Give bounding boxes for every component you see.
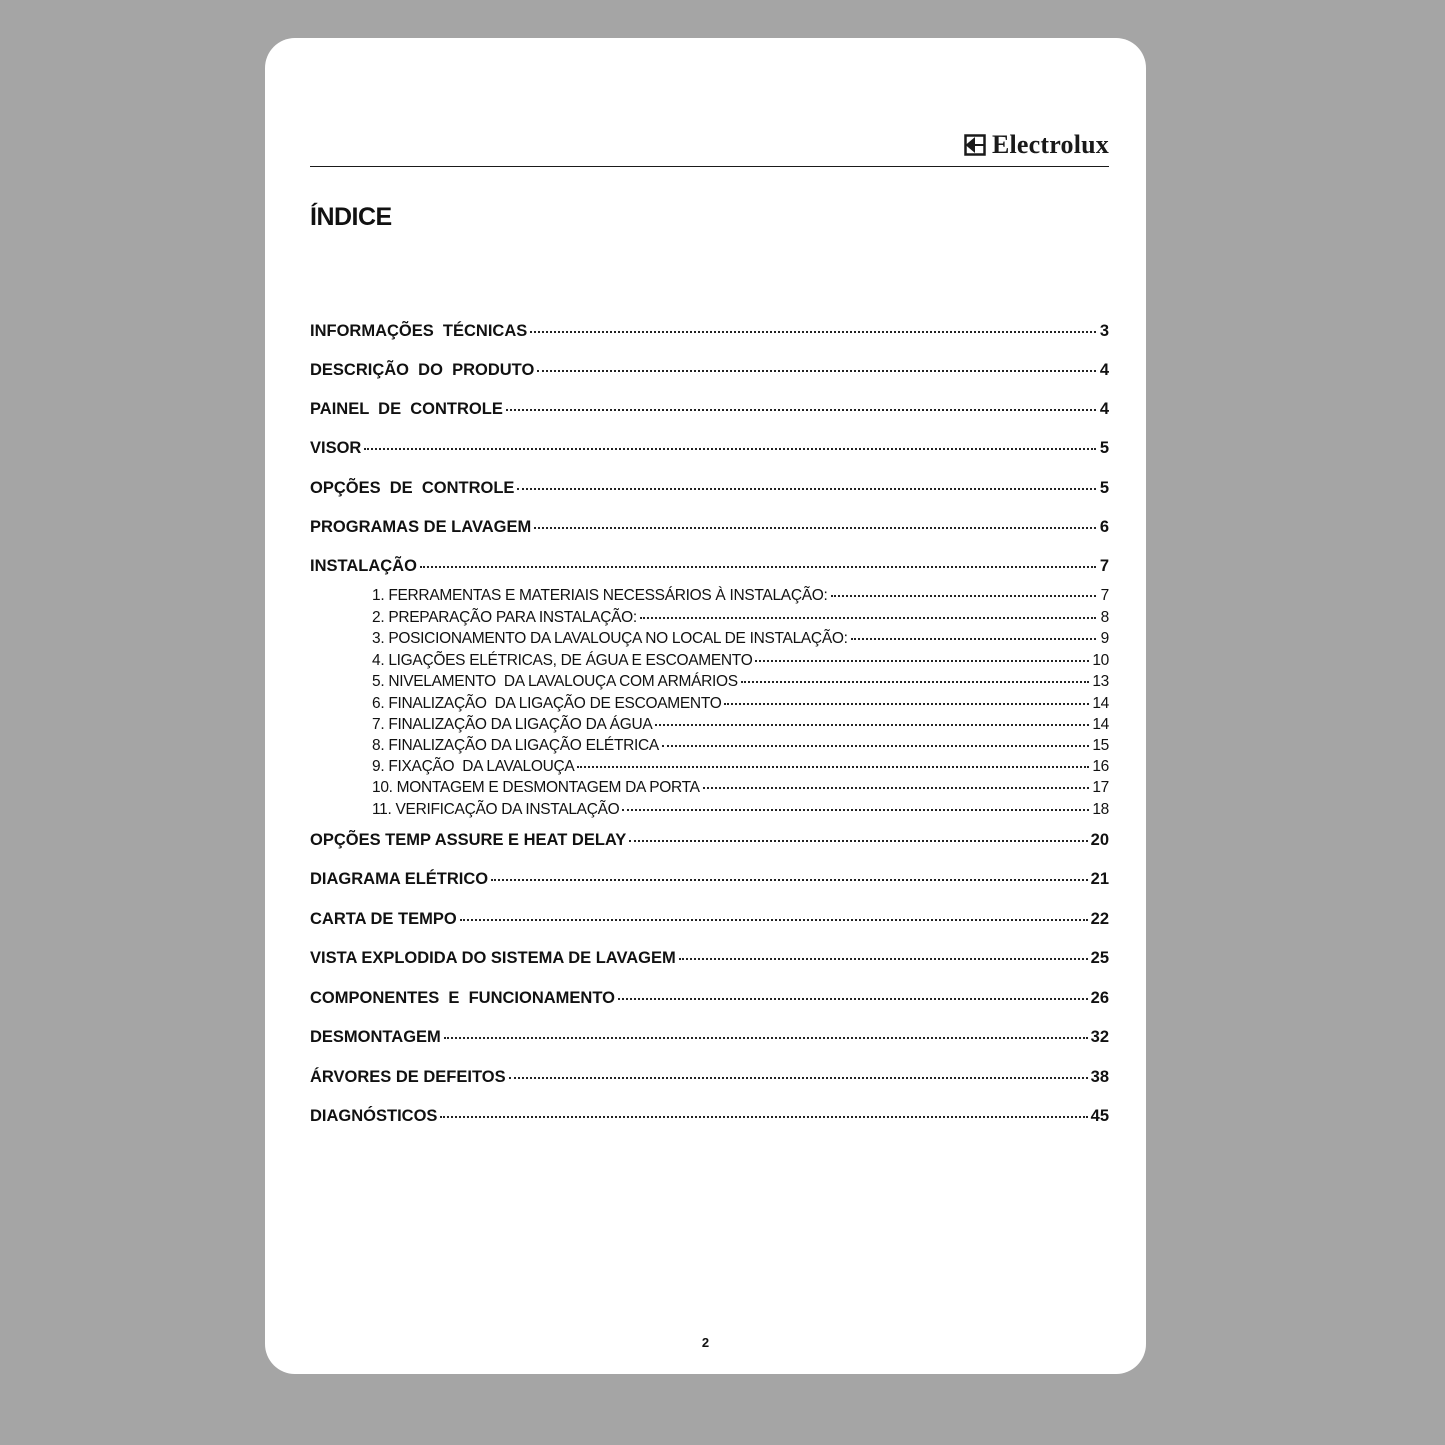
toc-entry-label: INFORMAÇÕES TÉCNICAS — [310, 322, 528, 340]
toc-entry — [310, 1028, 1109, 1050]
toc-entry-page-number: 6 — [1099, 518, 1109, 536]
toc-entry-label: 6. FINALIZAÇÃO DA LIGAÇÃO DE ESCOAMENTO — [372, 695, 722, 712]
dot-leader — [622, 809, 1089, 811]
toc-entry-page-number: 13 — [1092, 673, 1109, 690]
dot-leader — [831, 595, 1096, 597]
toc-entry — [310, 439, 1109, 461]
dot-leader — [537, 370, 1096, 372]
dot-leader — [491, 879, 1088, 881]
toc-entry — [310, 322, 1109, 344]
toc-entry-page-number: 22 — [1090, 910, 1109, 928]
dot-leader — [724, 703, 1089, 705]
toc-entry-page-number: 4 — [1099, 361, 1109, 379]
toc-entry-label: VISOR — [310, 439, 362, 457]
toc-entry — [310, 949, 1109, 971]
toc-entry-page-number: 32 — [1090, 1028, 1109, 1046]
dot-leader — [618, 998, 1088, 1000]
toc-entry-label: COMPONENTES E FUNCIONAMENTO — [310, 989, 615, 1007]
dot-leader — [460, 919, 1088, 921]
toc-entry-label: 4. LIGAÇÕES ELÉTRICAS, DE ÁGUA E ESCOAMENTO — [372, 652, 753, 669]
toc-entry-page-number: 25 — [1090, 949, 1109, 967]
toc-entry — [310, 557, 1109, 579]
dot-leader — [662, 745, 1089, 747]
toc-entry-page-number: 21 — [1090, 870, 1109, 888]
document-page — [265, 38, 1146, 1374]
toc-entry-label: PROGRAMAS DE LAVAGEM — [310, 518, 532, 536]
toc-subentry — [372, 673, 1109, 693]
toc-entry-page-number: 14 — [1092, 716, 1109, 733]
toc-entry-label: CARTA DE TEMPO — [310, 910, 457, 928]
toc-entry-page-number: 14 — [1092, 695, 1109, 712]
toc-entry-page-number: 16 — [1092, 758, 1109, 775]
toc-entry-label: VISTA EXPLODIDA DO SISTEMA DE LAVAGEM — [310, 949, 676, 967]
toc-entry — [310, 518, 1109, 540]
toc-subentry — [372, 609, 1109, 629]
toc-entry-page-number: 5 — [1099, 439, 1109, 457]
toc-entry-page-number: 4 — [1099, 400, 1109, 418]
dot-leader — [679, 958, 1088, 960]
toc-entry-page-number: 15 — [1092, 737, 1109, 754]
toc-entry-label: OPÇÕES DE CONTROLE — [310, 479, 515, 497]
dot-leader — [577, 766, 1089, 768]
toc-entry-label: 8. FINALIZAÇÃO DA LIGAÇÃO ELÉTRICA — [372, 737, 659, 754]
dot-leader — [741, 681, 1090, 683]
toc-entry-label: 2. PREPARAÇÃO PARA INSTALAÇÃO: — [372, 609, 637, 626]
dot-leader — [851, 638, 1096, 640]
toc-entry-label: 9. FIXAÇÃO DA LAVALOUÇA — [372, 758, 575, 775]
toc-entry-label: INSTALAÇÃO — [310, 557, 417, 575]
dot-leader — [444, 1037, 1088, 1039]
toc-subentry — [372, 716, 1109, 736]
toc-entry-label: 7. FINALIZAÇÃO DA LIGAÇÃO DA ÁGUA — [372, 716, 653, 733]
toc-entry — [310, 910, 1109, 932]
table-of-contents — [310, 38, 1109, 1374]
toc-entry-label: 10. MONTAGEM E DESMONTAGEM DA PORTA — [372, 779, 700, 796]
toc-entry-page-number: 26 — [1090, 989, 1109, 1007]
toc-entry-label: 5. NIVELAMENTO DA LAVALOUÇA COM ARMÁRIOS — [372, 673, 738, 690]
toc-subentry — [372, 652, 1109, 672]
dot-leader — [534, 527, 1096, 529]
toc-entry-page-number: 38 — [1090, 1068, 1109, 1086]
dot-leader — [509, 1077, 1088, 1079]
toc-entry-label: PAINEL DE CONTROLE — [310, 400, 503, 418]
toc-entry-page-number: 9 — [1100, 630, 1109, 647]
toc-entry — [310, 870, 1109, 892]
toc-subentry — [372, 695, 1109, 715]
toc-subentry — [372, 587, 1109, 607]
toc-entry — [310, 1107, 1109, 1129]
dot-leader — [755, 660, 1089, 662]
toc-entry — [310, 1068, 1109, 1090]
page-title: ÍNDICE — [310, 203, 392, 231]
dot-leader — [655, 724, 1089, 726]
toc-entry-label: 1. FERRAMENTAS E MATERIAIS NECESSÁRIOS À INSTALAÇÃO: — [372, 587, 828, 604]
toc-entry — [310, 479, 1109, 501]
brand-name: Electrolux — [991, 130, 1109, 159]
toc-subentry — [372, 758, 1109, 778]
toc-entry — [310, 400, 1109, 422]
dot-leader — [629, 840, 1087, 842]
dot-leader — [517, 488, 1096, 490]
toc-entry-label: ÁRVORES DE DEFEITOS — [310, 1068, 506, 1086]
toc-entry-label: DIAGNÓSTICOS — [310, 1107, 438, 1125]
toc-entry — [310, 831, 1109, 853]
toc-subentry — [372, 801, 1109, 821]
dot-leader — [420, 566, 1096, 568]
toc-entry-page-number: 20 — [1090, 831, 1109, 849]
toc-entry-label: 3. POSICIONAMENTO DA LAVALOUÇA NO LOCAL DE INSTALAÇÃO: — [372, 630, 848, 647]
dot-leader — [364, 448, 1096, 450]
toc-subentry — [372, 779, 1109, 799]
toc-entry-page-number: 3 — [1099, 322, 1109, 340]
toc-entry-label: OPÇÕES TEMP ASSURE E HEAT DELAY — [310, 831, 627, 849]
toc-entry-page-number: 18 — [1092, 801, 1109, 818]
toc-entry-page-number: 10 — [1092, 652, 1109, 669]
toc-entry-label: 11. VERIFICAÇÃO DA INSTALAÇÃO — [372, 801, 620, 818]
toc-subentry — [372, 630, 1109, 650]
toc-entry-page-number: 5 — [1099, 479, 1109, 497]
toc-entry-page-number: 8 — [1100, 609, 1109, 626]
toc-entry-label: DIAGRAMA ELÉTRICO — [310, 870, 489, 888]
dot-leader — [530, 331, 1096, 333]
toc-entry-page-number: 17 — [1092, 779, 1109, 796]
toc-entry — [310, 361, 1109, 383]
toc-entry-page-number: 7 — [1099, 557, 1109, 575]
page-number: 2 — [701, 1335, 710, 1350]
toc-subentry — [372, 737, 1109, 757]
dot-leader — [440, 1116, 1087, 1118]
dot-leader — [640, 617, 1096, 619]
toc-entry-page-number: 7 — [1100, 587, 1109, 604]
dot-leader — [506, 409, 1096, 411]
toc-entry-page-number: 45 — [1090, 1107, 1109, 1125]
dot-leader — [703, 787, 1090, 789]
toc-entry — [310, 989, 1109, 1011]
toc-entry-label: DESCRIÇÃO DO PRODUTO — [310, 361, 535, 379]
toc-entry-label: DESMONTAGEM — [310, 1028, 441, 1046]
